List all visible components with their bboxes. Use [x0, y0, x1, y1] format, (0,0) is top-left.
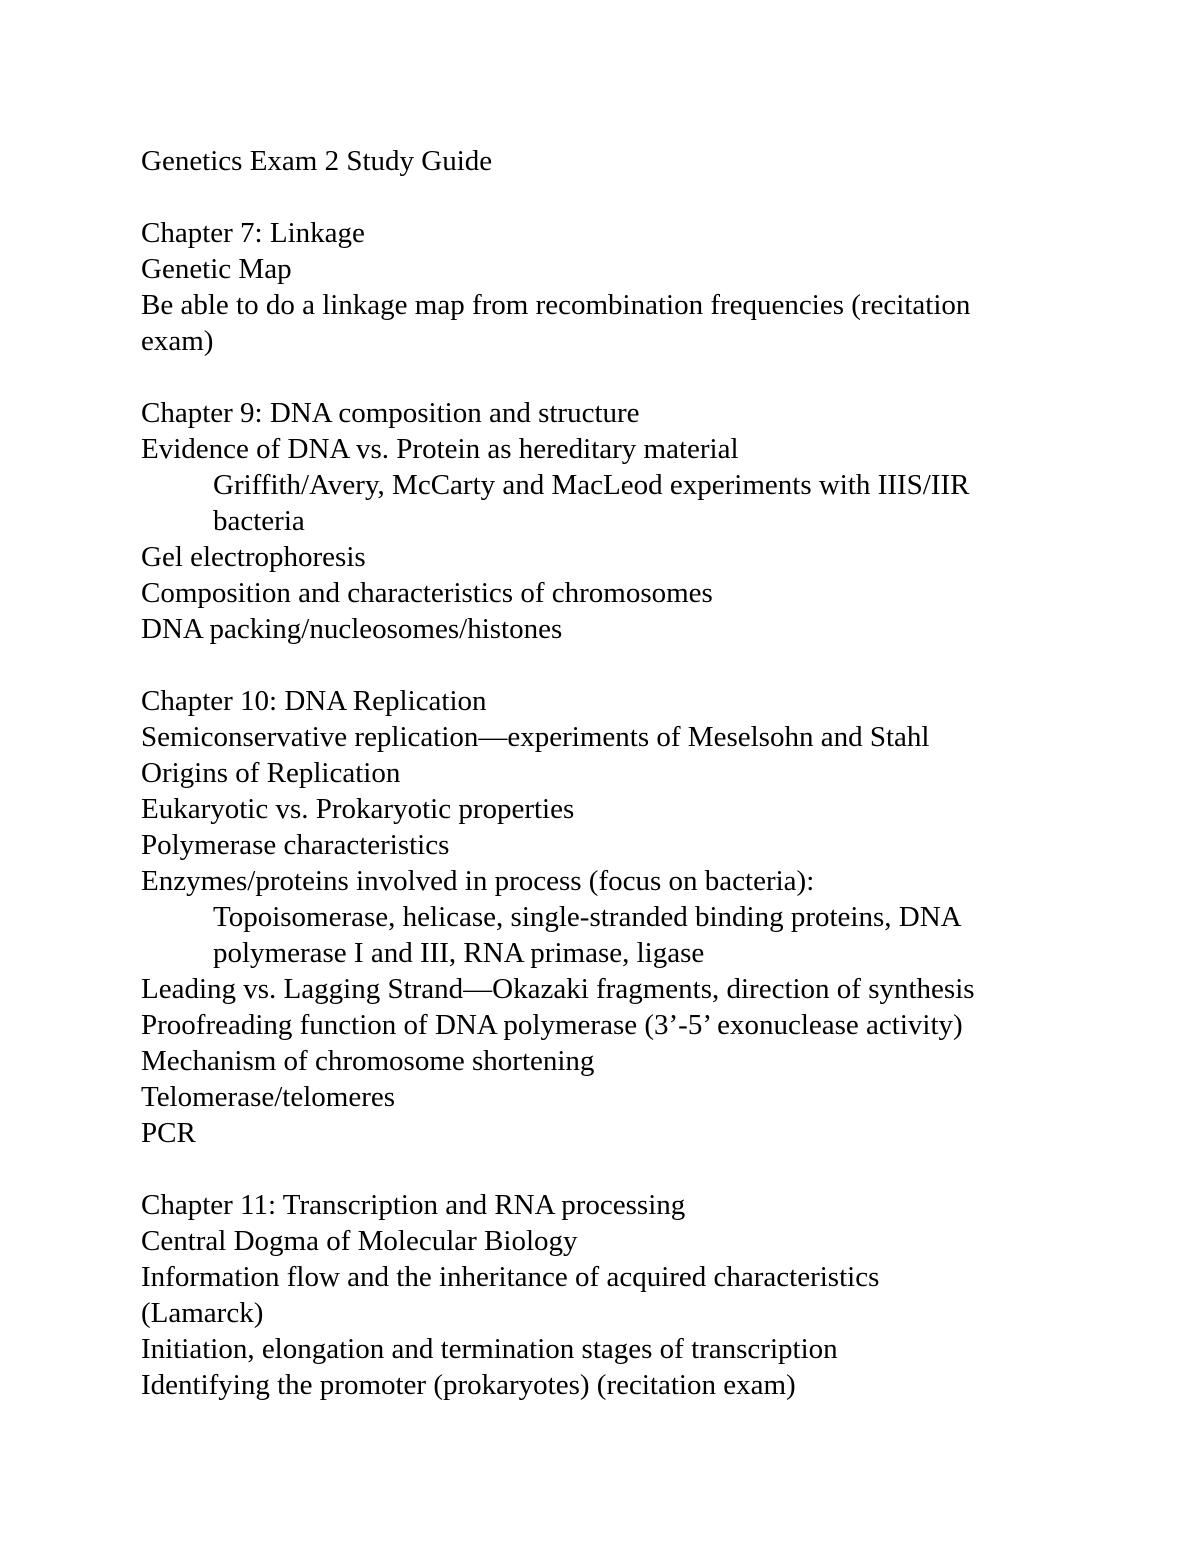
list-item: Gel electrophoresis — [141, 541, 366, 573]
list-item: Composition and characteristics of chromosomes — [141, 577, 713, 609]
section-chapter-11 — [141, 1187, 1061, 1403]
section-heading: Chapter 7: Linkage — [141, 217, 365, 249]
section-chapter-7 — [141, 215, 1061, 359]
list-item: Telomerase/telomeres — [141, 1081, 396, 1113]
section-chapter-10 — [141, 683, 1061, 1151]
list-item: Central Dogma of Molecular Biology — [141, 1225, 578, 1257]
list-subitem: polymerase I and III, RNA primase, ligase — [213, 937, 705, 969]
list-item: exam) — [141, 325, 214, 357]
list-item: PCR — [141, 1117, 196, 1149]
list-item: Polymerase characteristics — [141, 829, 450, 861]
list-item: Identifying the promoter (prokaryotes) (recitation exam) — [141, 1369, 796, 1401]
list-item: Information flow and the inheritance of acquired characteristics — [141, 1261, 880, 1293]
list-item: Proofreading function of DNA polymerase (3’-5’ exonuclease activity) — [141, 1009, 963, 1041]
list-item: Leading vs. Lagging Strand—Okazaki fragments, direction of synthesis — [141, 973, 975, 1005]
list-item: Mechanism of chromosome shortening — [141, 1045, 595, 1077]
list-item: Evidence of DNA vs. Protein as hereditary material — [141, 433, 739, 465]
list-subitem: bacteria — [213, 505, 305, 537]
section-heading: Chapter 11: Transcription and RNA processing — [141, 1189, 686, 1221]
list-item: (Lamarck) — [141, 1297, 264, 1329]
list-item: Be able to do a linkage map from recombination frequencies (recitation — [141, 289, 971, 321]
list-item: Initiation, elongation and termination stages of transcription — [141, 1333, 838, 1365]
section-heading: Chapter 9: DNA composition and structure — [141, 397, 640, 429]
list-item: Genetic Map — [141, 253, 292, 285]
list-item: Origins of Replication — [141, 757, 401, 789]
list-subitem: Topoisomerase, helicase, single-stranded binding proteins, DNA — [213, 901, 962, 933]
list-item: Eukaryotic vs. Prokaryotic properties — [141, 793, 575, 825]
list-subitem: Griffith/Avery, McCarty and MacLeod experiments with IIIS/IIR — [213, 469, 970, 501]
list-item: Enzymes/proteins involved in process (focus on bacteria): — [141, 865, 815, 897]
section-chapter-9 — [141, 395, 1061, 647]
list-item: Semiconservative replication—experiments of Meselsohn and Stahl — [141, 721, 930, 753]
list-item: DNA packing/nucleosomes/histones — [141, 613, 563, 645]
section-heading: Chapter 10: DNA Replication — [141, 685, 487, 717]
document-page — [141, 143, 1061, 1403]
document-title: Genetics Exam 2 Study Guide — [141, 145, 493, 177]
